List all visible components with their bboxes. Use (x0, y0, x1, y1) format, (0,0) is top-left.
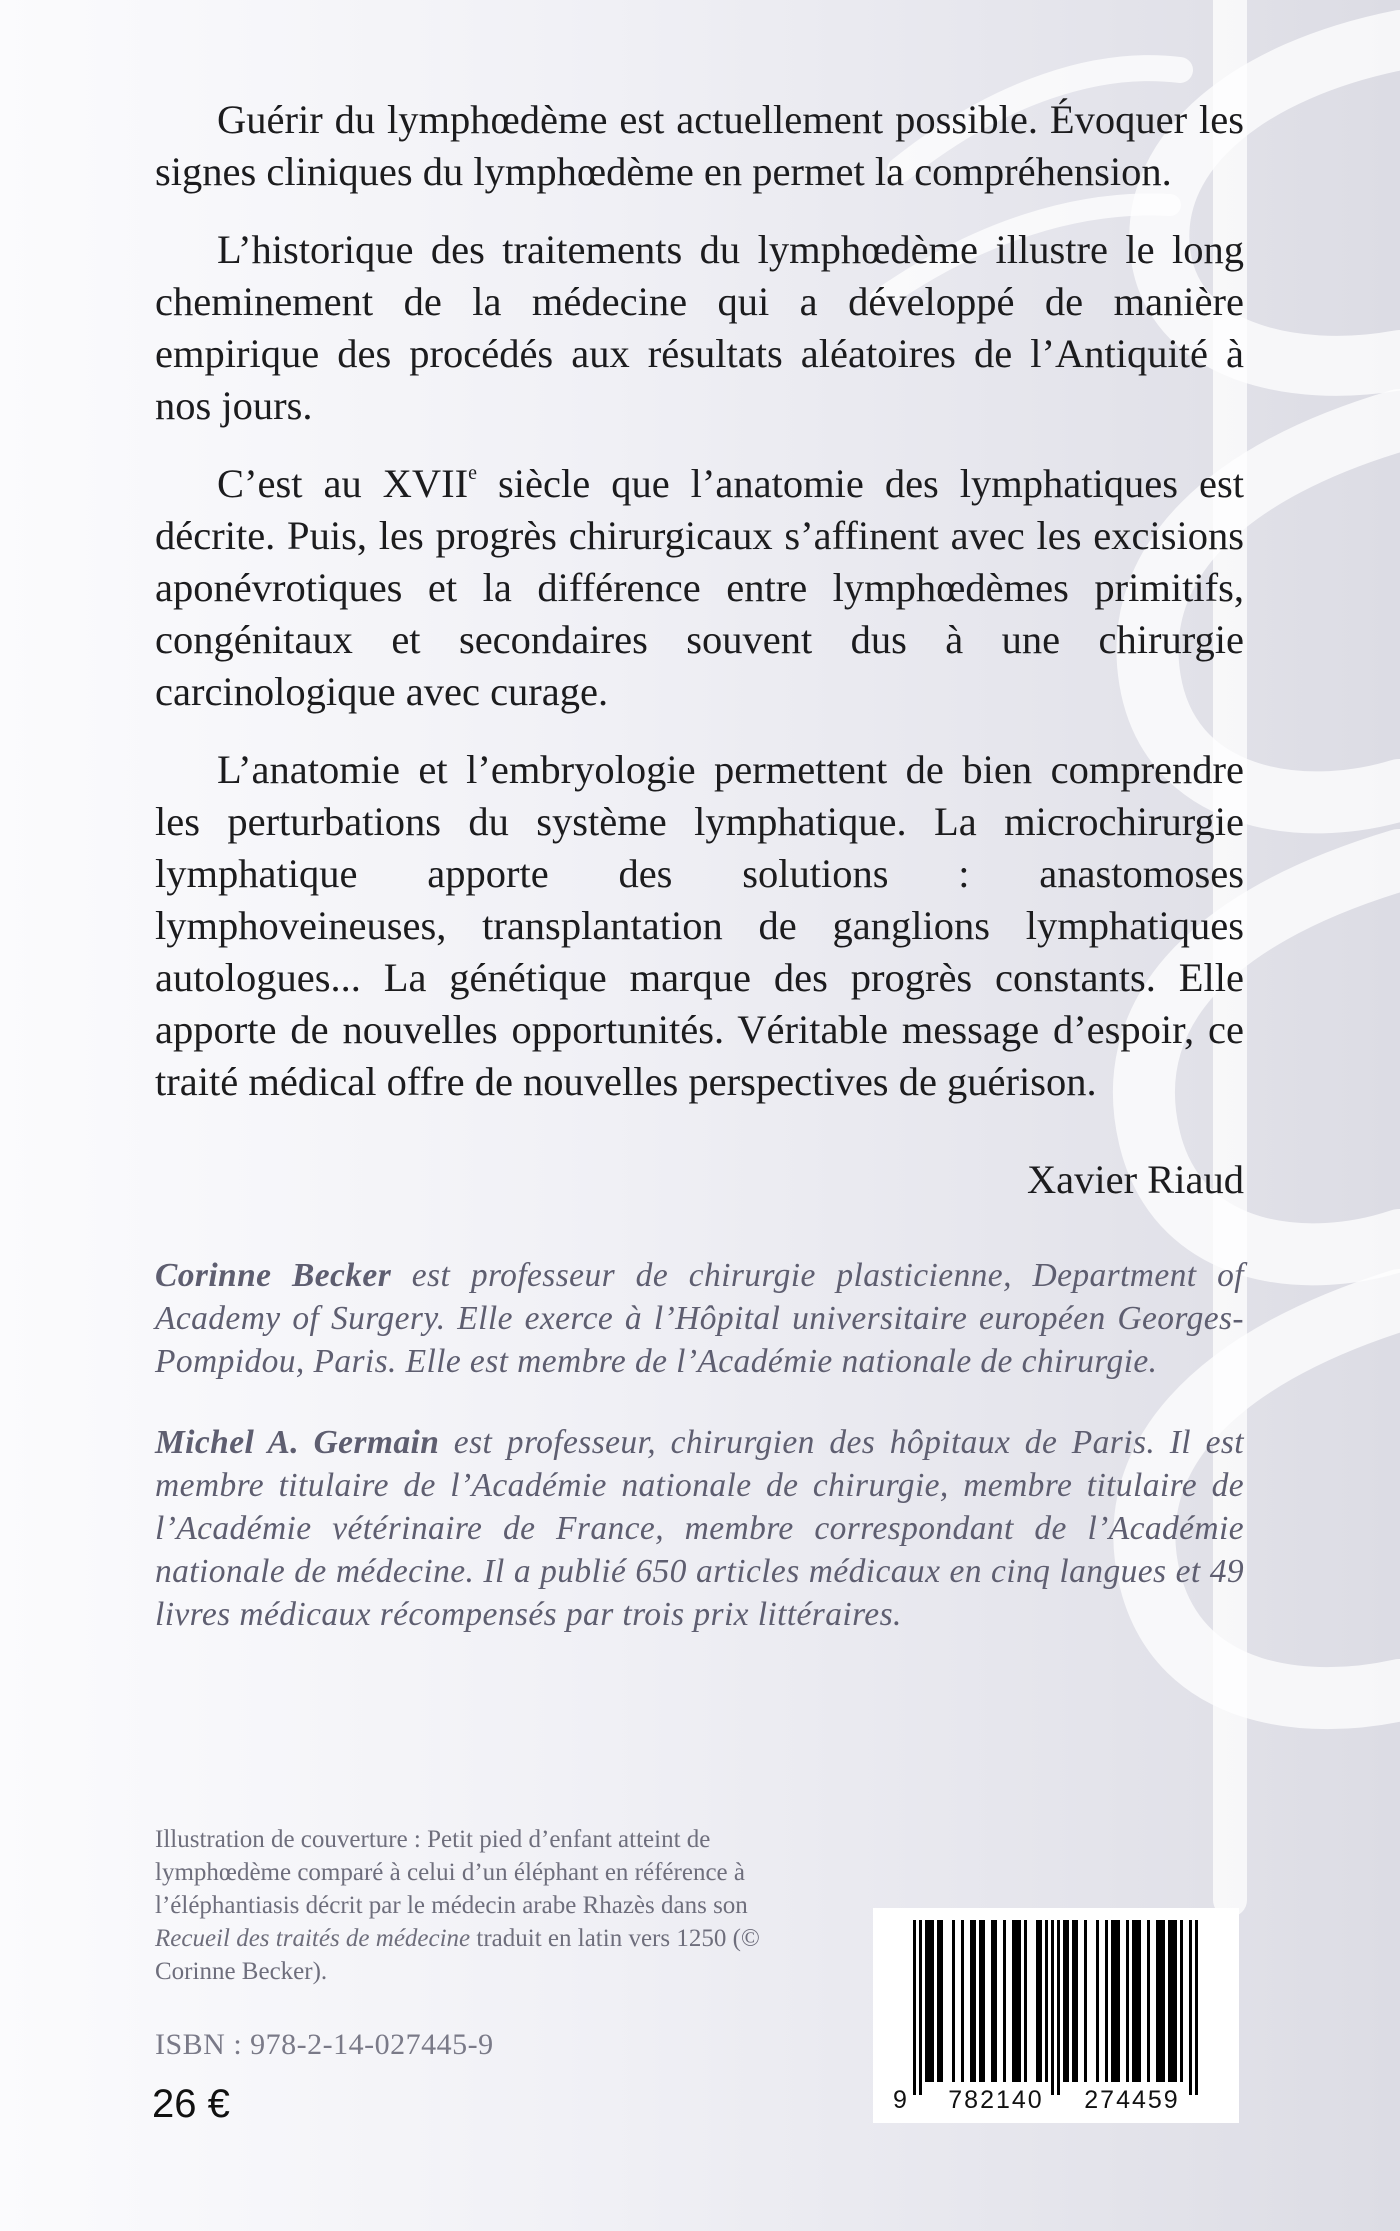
author-name-germain: Michel A. Germain (155, 1424, 440, 1461)
barcode-right-digits: 274459 (1084, 2086, 1180, 2114)
barcode-bar (940, 1920, 943, 2082)
barcode-bar (1195, 1920, 1198, 2095)
barcode-bar (1066, 1920, 1069, 2082)
barcode-first-digit: 9 (893, 2086, 907, 2114)
barcode-bar (1180, 1920, 1183, 2082)
barcode-bar (1018, 1920, 1021, 2082)
barcode-bar (994, 1920, 997, 2082)
price: 26 € (152, 2082, 230, 2126)
barcode-bar (1132, 1920, 1135, 2082)
barcode-bar (1174, 1920, 1177, 2082)
barcode-bar (925, 1920, 928, 2082)
back-cover-text (155, 94, 1244, 1674)
paragraph-2: L’historique des traitements du lymphœdème illustre le long cheminement de la médecine qui a développé de manière empirique des procédés aux résultats aléatoires de l’Antiquité à nos jours. (155, 227, 1244, 428)
cover-illustration-credit (155, 1823, 788, 1988)
barcode-bar (1189, 1920, 1192, 2095)
barcode-bar (1039, 1920, 1042, 2082)
barcode-bar (1051, 1920, 1054, 2095)
barcode-bar (991, 1920, 994, 2082)
barcode-bar (1045, 1920, 1048, 2082)
barcode-bar (1003, 1920, 1006, 2082)
paragraph-4: L’anatomie et l’embryologie permettent de bien comprendre les perturbations du système lymphatique. La microchirurgie lymphatique apporte des solutions : anastomoses lymphoveineuses, transplantation de ganglions lymphatiques autologues... La génétique marque des progrès constants. Elle apporte de nouvelles opportunités. Véritable message d’espoir, ce traité médical offre de nouvelles perspectives de guérison. (155, 747, 1244, 1104)
barcode-bar (961, 1920, 964, 2082)
barcode-bar (1036, 1920, 1039, 2082)
paragraph-3 (155, 458, 1244, 718)
barcode-bar (1159, 1920, 1162, 2082)
barcode-bar (1015, 1920, 1018, 2082)
barcode-bar (982, 1920, 985, 2082)
barcode-bar (1012, 1920, 1015, 2082)
barcode-bar (928, 1920, 931, 2082)
author-name-becker: Corinne Becker (155, 1257, 392, 1294)
barcode-bar (1162, 1920, 1165, 2082)
barcode (873, 1908, 1239, 2123)
barcode-bar (979, 1920, 982, 2082)
barcode-bar (1111, 1920, 1114, 2082)
barcode-bar (1168, 1920, 1171, 2082)
barcode-bar (952, 1920, 955, 2082)
credit-book-title: Recueil des traités de médecine (155, 1925, 471, 1952)
credit-text-start: Illustration de couverture : Petit pied d’enfant atteint de lymphœdème comparé à celui d’un éléphant en référence à l’éléphantiasis décrit par le médecin arabe Rhazès dans son (155, 1826, 748, 1919)
signature: Xavier Riaud (1026, 1157, 1244, 1202)
barcode-bar (1117, 1920, 1120, 2082)
isbn: ISBN : 978-2-14-027445-9 (155, 2028, 494, 2061)
barcode-bar (1114, 1920, 1117, 2082)
barcode-bar (1057, 1920, 1060, 2095)
barcode-bar (1084, 1920, 1087, 2082)
barcode-graphic (873, 1908, 1239, 2123)
author-bio-germain (155, 1421, 1244, 1636)
barcode-bar (1063, 1920, 1066, 2082)
barcode-bar (931, 1920, 934, 2082)
paragraph-3-start: C’est au XVII (217, 461, 469, 506)
author-bio-text-becker: est professeur de chirurgie plasticienne, Department of Academy of Surgery. Elle exerce à l’Hôpital universitaire européen Georges-Pompidou, Paris. Elle est membre de l’Académie nationale de chirurgie. (155, 1257, 1244, 1380)
barcode-bar (970, 1920, 973, 2082)
barcode-bar (1024, 1920, 1027, 2082)
paragraph-3-rest: siècle que l’anatomie des lymphatiques est décrite. Puis, les progrès chirurgicaux s’affinent avec les excisions aponévrotiques et la différence entre lymphœdèmes primitifs, congénitaux et secondaires souvent dus à une chirurgie carcinologique avec curage. (155, 461, 1244, 714)
barcode-bar (1171, 1920, 1174, 2082)
barcode-bar (1075, 1920, 1078, 2082)
century-superscript: e (468, 461, 478, 484)
barcode-bar (937, 1920, 940, 2082)
barcode-left-digits: 782140 (948, 2086, 1044, 2114)
barcode-bar (919, 1920, 922, 2095)
credit-text-end: traduit en latin vers 1250 (© Corinne Becker). (155, 1925, 760, 1985)
barcode-bar (913, 1920, 916, 2095)
barcode-bar (1126, 1920, 1129, 2082)
barcode-bar (1147, 1920, 1150, 2082)
barcode-bar (1138, 1920, 1141, 2082)
author-bio-text-germain: est professeur, chirurgien des hôpitaux de Paris. Il est membre titulaire de l’Académie nationale de chirurgie, membre titulaire de l’Académie vétérinaire de France, membre correspondant de l’Académie nationale de médecine. Il a publié 650 articles médicaux en cinq langues et 49 livres médicaux récompensés par trois prix littéraires. (155, 1424, 1244, 1633)
author-bio-becker (155, 1254, 1244, 1383)
barcode-bar (1156, 1920, 1159, 2082)
barcode-bar (1135, 1920, 1138, 2082)
paragraph-1: Guérir du lymphœdème est actuellement possible. Évoquer les signes cliniques du lymphœdème en permet la compréhension. (155, 97, 1244, 194)
barcode-bar (1096, 1920, 1099, 2082)
barcode-bar (1105, 1920, 1108, 2082)
barcode-bar (1072, 1920, 1075, 2082)
barcode-bar (973, 1920, 976, 2082)
